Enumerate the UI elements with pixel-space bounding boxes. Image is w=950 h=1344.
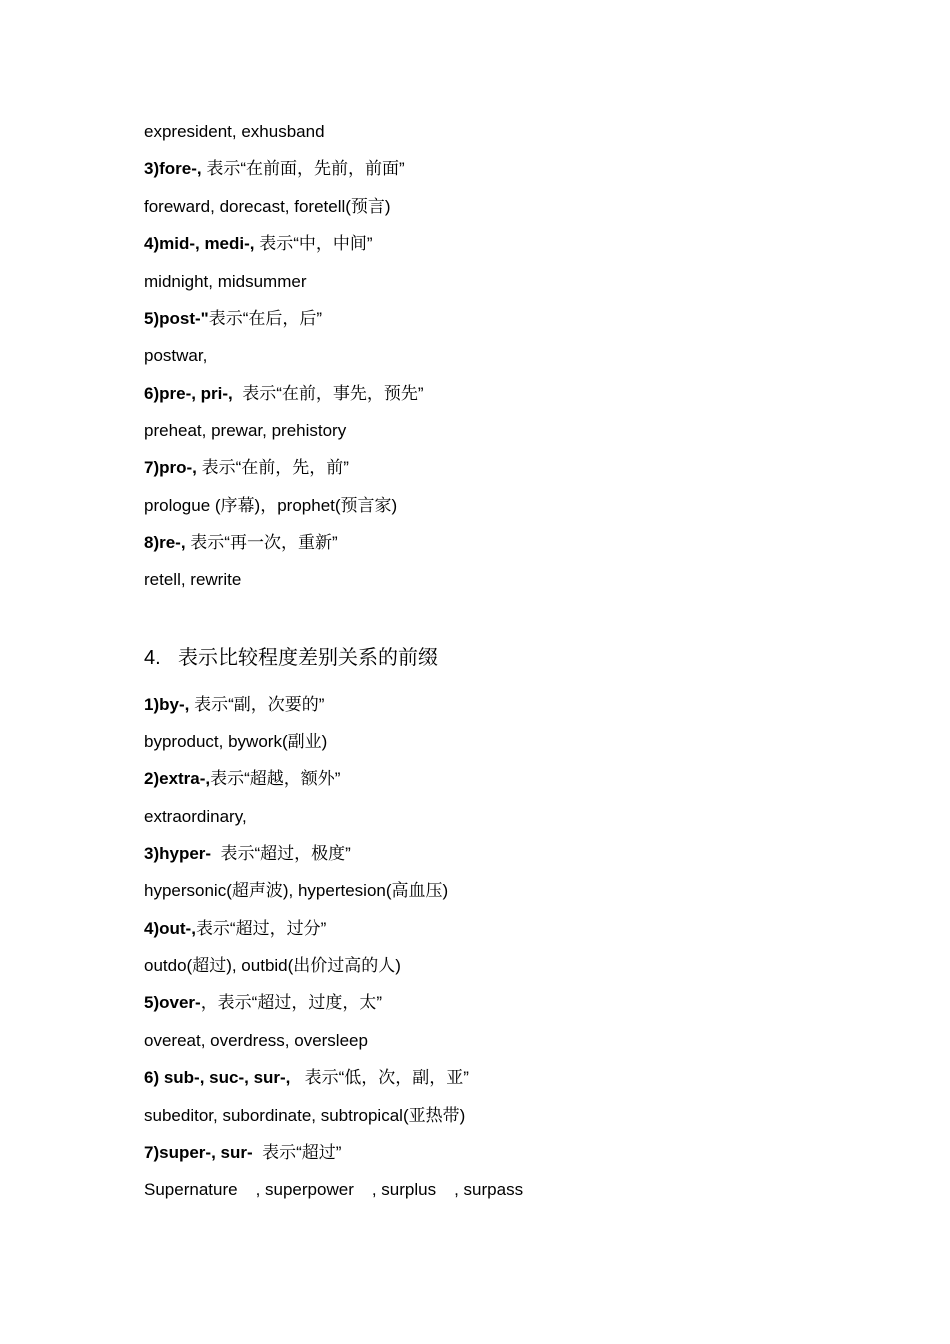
- example-line: outdo(超过), outbid(出价过高的人): [144, 956, 401, 975]
- example-line: byproduct, bywork(副业): [144, 732, 328, 751]
- example-word: , superpower: [255, 1180, 354, 1199]
- prefix-term: 3)hyper-: [144, 844, 212, 863]
- prefix-term: 1)by-,: [144, 695, 190, 714]
- example-line: expresident, exhusband: [144, 122, 325, 141]
- prefix-line: [144, 1067, 469, 1089]
- prefix-term: 7)super-, sur-: [144, 1143, 253, 1162]
- example-word: Supernature: [144, 1180, 238, 1199]
- prefix-meaning: 表示“在前面，先前，前面”: [201, 159, 405, 178]
- prefix-term: 8)re-,: [144, 533, 186, 552]
- prefix-meaning: 表示“超越，额外”: [210, 769, 341, 788]
- prefix-term: 5)post-": [144, 309, 209, 328]
- prefix-meaning: 表示“副，次要的”: [189, 695, 325, 714]
- example-line: [144, 1179, 523, 1201]
- prefix-line: [144, 843, 351, 865]
- example-word: , surpass: [454, 1180, 524, 1199]
- section-title: 表示比较程度差别关系的前缀: [178, 647, 438, 669]
- example-word: , surplus: [371, 1180, 437, 1199]
- prefix-line: [144, 694, 324, 716]
- prefix-term: 3)fore-,: [144, 159, 202, 178]
- example-line: extraordinary,: [144, 807, 247, 826]
- prefix-line: [144, 457, 349, 479]
- example-line: retell, rewrite: [144, 570, 242, 589]
- prefix-meaning: 表示“再一次，重新”: [185, 533, 338, 552]
- prefix-meaning: 表示“超过”: [252, 1143, 342, 1162]
- prefix-line: [144, 768, 340, 790]
- prefix-line: [144, 158, 405, 180]
- prefix-term: 4)mid-, medi-,: [144, 234, 255, 253]
- example-line: postwar,: [144, 346, 208, 365]
- prefix-term: 7)pro-,: [144, 458, 197, 477]
- prefix-term: 6)pre-, pri-,: [144, 384, 233, 403]
- prefix-line: [144, 308, 322, 330]
- example-line: midnight, midsummer: [144, 272, 307, 291]
- prefix-meaning: 表示“在前，事先，预先”: [232, 384, 424, 403]
- prefix-line: [144, 918, 326, 940]
- example-line: foreward, dorecast, foretell(预言): [144, 197, 391, 216]
- prefix-line: [144, 1142, 341, 1164]
- example-line: subeditor, subordinate, subtropical(亚热带): [144, 1106, 466, 1125]
- example-line: overeat, overdress, oversleep: [144, 1031, 368, 1050]
- prefix-meaning: 表示“在后，后”: [208, 309, 323, 328]
- prefix-term: 6) sub-, suc-, sur-,: [144, 1068, 291, 1087]
- prefix-meaning: 表示“在前，先，前”: [196, 458, 349, 477]
- prefix-term: 5)over-: [144, 993, 201, 1012]
- example-line: preheat, prewar, prehistory: [144, 421, 347, 440]
- prefix-meaning: 表示“超过，极度”: [211, 844, 351, 863]
- example-line: hypersonic(超声波), hypertesion(高血压): [144, 881, 449, 900]
- prefix-line: [144, 383, 424, 405]
- example-line: prologue (序幕)，prophet(预言家): [144, 496, 398, 515]
- prefix-term: 2)extra-,: [144, 769, 211, 788]
- prefix-line: [144, 992, 382, 1014]
- prefix-meaning: 表示“中，中间”: [254, 234, 373, 253]
- section-heading: [144, 645, 438, 671]
- prefix-meaning: 表示“低，次，副，亚”: [290, 1068, 469, 1087]
- prefix-meaning: ，表示“超过，过度，太”: [200, 993, 383, 1012]
- section-number: 4.: [144, 647, 161, 669]
- prefix-meaning: 表示“超过，过分”: [195, 919, 327, 938]
- prefix-line: [144, 532, 338, 554]
- prefix-term: 4)out-,: [144, 919, 196, 938]
- prefix-line: [144, 233, 373, 255]
